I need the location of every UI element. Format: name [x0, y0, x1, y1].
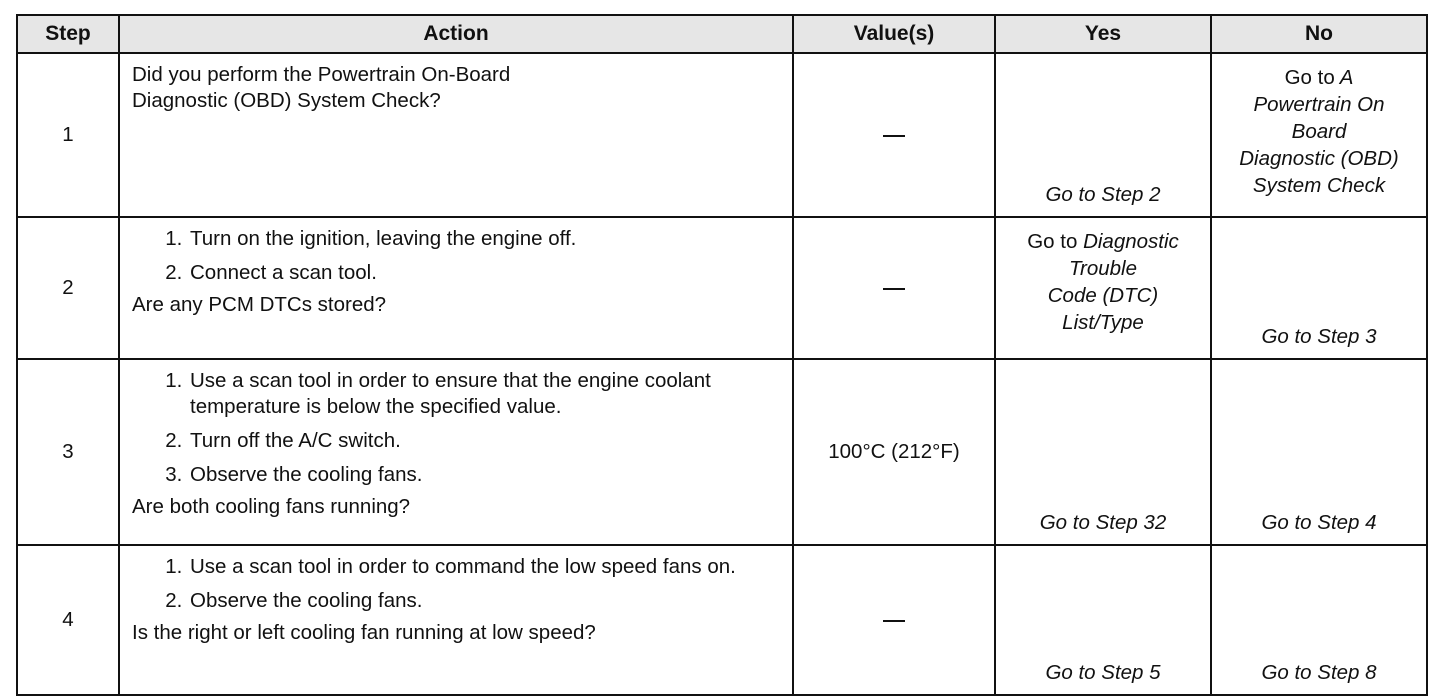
action-question-line: Diagnostic (OBD) System Check?	[132, 89, 441, 112]
yes-link[interactable]: Go to Step 32	[1039, 511, 1167, 534]
yes-target-line: Code (DTC)	[1047, 284, 1159, 307]
no-target-line: A	[1339, 66, 1354, 89]
yes-link[interactable]: Go to Step 5	[1045, 661, 1161, 684]
value-cell	[793, 217, 995, 359]
no-link[interactable]: Go to Step 8	[1261, 661, 1377, 684]
action-question: Are any PCM DTCs stored?	[132, 293, 387, 316]
action-cell	[119, 545, 793, 695]
header-row	[17, 15, 1427, 53]
action-cell	[119, 217, 793, 359]
action-step: 1. Use a scan tool in order to ensure that the engine coolant temperature is below the specified value.	[188, 368, 782, 420]
no-link[interactable]: Go to Step 3	[1261, 325, 1377, 348]
table-row	[17, 217, 1427, 359]
action-step: 2. Connect a scan tool.	[188, 260, 782, 286]
yes-target-line: Diagnostic	[1083, 230, 1179, 253]
no-link[interactable]	[1239, 66, 1399, 197]
action-steps-list	[132, 554, 782, 614]
no-target-line: System Check	[1252, 174, 1386, 197]
dash-glyph	[883, 620, 905, 622]
value-cell	[793, 359, 995, 545]
action-step: 3. Observe the cooling fans.	[188, 462, 782, 488]
yes-cell	[995, 53, 1211, 217]
yes-prefix: Go to	[1027, 230, 1078, 253]
step-number: 4	[17, 545, 119, 695]
action-cell	[119, 53, 793, 217]
value-text: 100°C (212°F)	[828, 440, 960, 463]
action-cell	[119, 359, 793, 545]
action-steps-list	[132, 368, 782, 488]
yes-cell	[995, 217, 1211, 359]
action-step: 2. Observe the cooling fans.	[188, 588, 782, 614]
no-link[interactable]: Go to Step 4	[1261, 511, 1377, 534]
header-step: Step	[17, 15, 119, 53]
step-number: 3	[17, 359, 119, 545]
yes-link[interactable]	[1027, 230, 1179, 334]
no-prefix: Go to	[1284, 66, 1335, 89]
action-step: 2. Turn off the A/C switch.	[188, 428, 782, 454]
header-values: Value(s)	[793, 15, 995, 53]
no-cell	[1211, 545, 1427, 695]
table-row	[17, 545, 1427, 695]
diagnostic-table	[16, 14, 1428, 696]
value-cell	[793, 545, 995, 695]
action-steps-list	[132, 226, 782, 286]
no-cell	[1211, 359, 1427, 545]
yes-cell	[995, 545, 1211, 695]
no-cell	[1211, 53, 1427, 217]
yes-cell	[995, 359, 1211, 545]
action-question: Are both cooling fans running?	[132, 495, 411, 518]
action-question-line: Did you perform the Powertrain On-Board	[132, 63, 511, 86]
header-action: Action	[119, 15, 793, 53]
yes-link[interactable]: Go to Step 2	[1045, 183, 1161, 206]
dash-glyph	[883, 135, 905, 137]
table-row	[17, 53, 1427, 217]
no-target-line: Diagnostic (OBD)	[1239, 147, 1399, 170]
no-target-line: Board	[1291, 120, 1347, 143]
yes-target-line: List/Type	[1062, 311, 1144, 334]
step-number: 2	[17, 217, 119, 359]
header-yes: Yes	[995, 15, 1211, 53]
action-step: 1. Use a scan tool in order to command the low speed fans on.	[188, 554, 782, 580]
action-step: 1. Turn on the ignition, leaving the engine off.	[188, 226, 782, 252]
header-no: No	[1211, 15, 1427, 53]
yes-target-line: Trouble	[1069, 257, 1137, 280]
dash-glyph	[883, 288, 905, 290]
step-number: 1	[17, 53, 119, 217]
no-target-line: Powertrain On	[1253, 93, 1385, 116]
action-question: Is the right or left cooling fan running at low speed?	[132, 621, 596, 644]
value-cell	[793, 53, 995, 217]
no-cell	[1211, 217, 1427, 359]
table-row	[17, 359, 1427, 545]
